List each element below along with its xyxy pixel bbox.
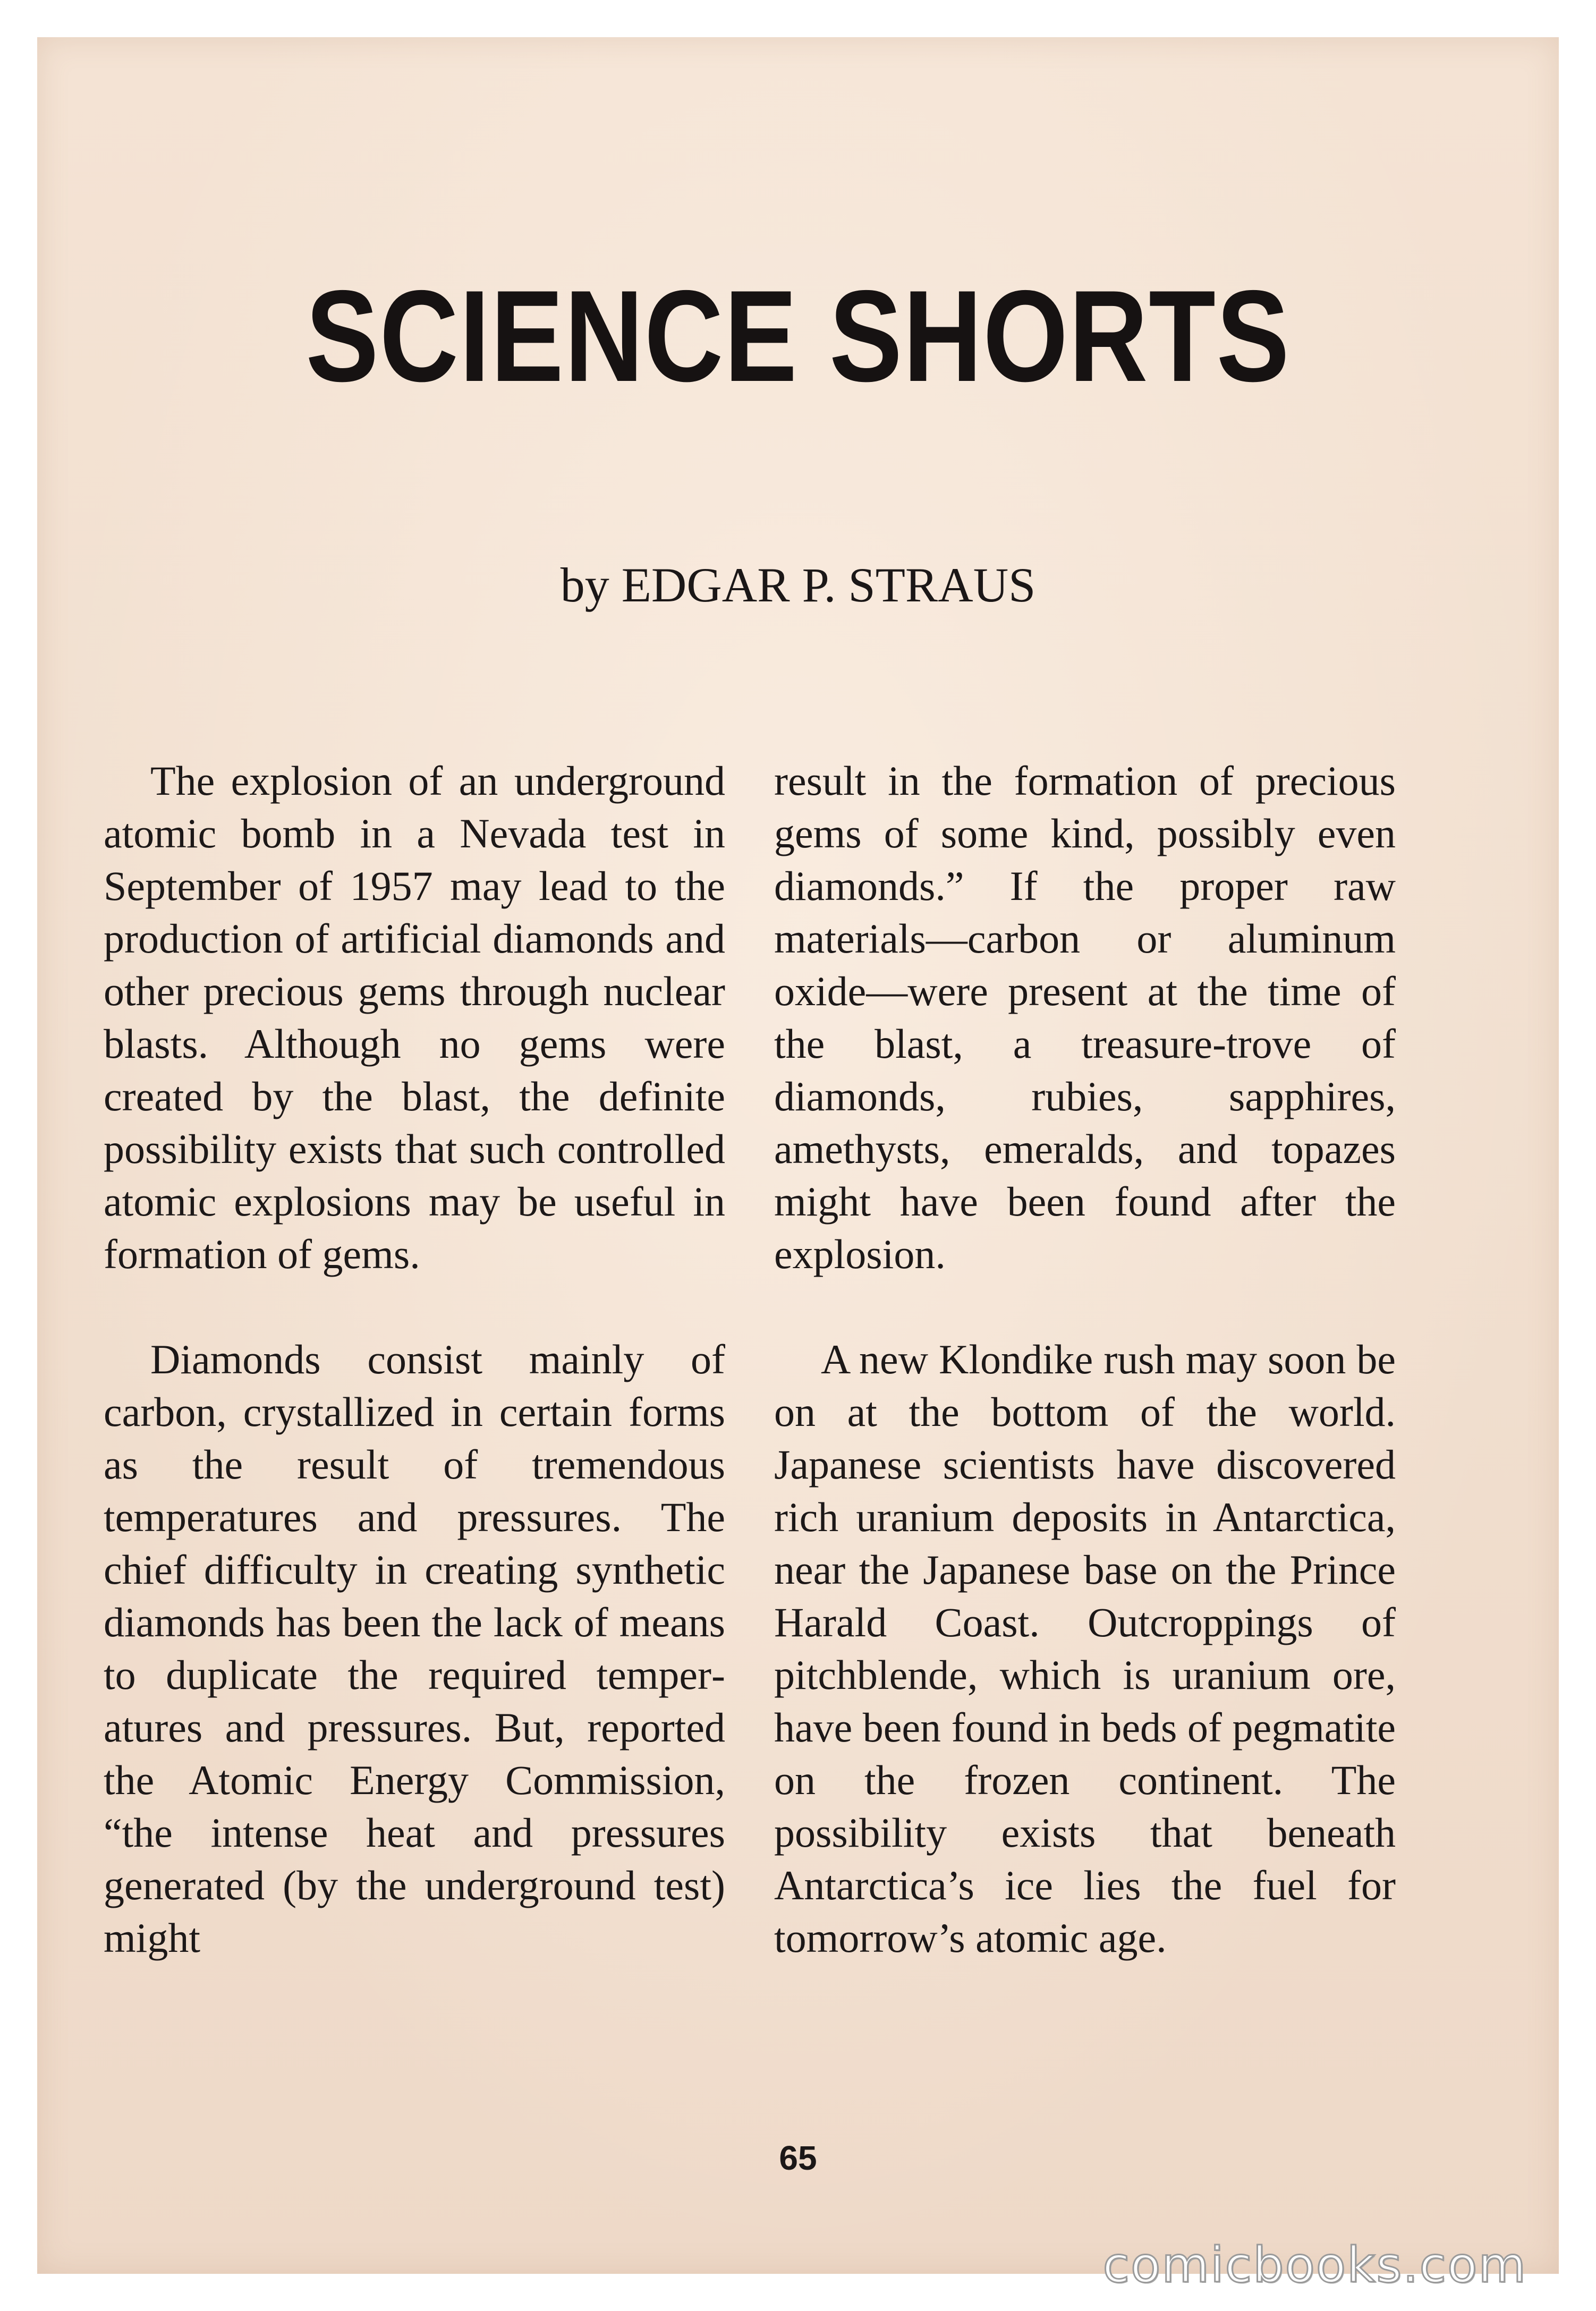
article-title: SCIENCE SHORTS — [305, 263, 1291, 409]
paragraph-diamonds-carbon: Diamonds consist mainly of carbon, crystallized in certain forms as the result of tremendous temperatures and pressures. The chief difficulty in creating synthetic diamonds has been the lack of means to duplicate the required temperatures and pressures. But, reported the Atomic Energy Commission, “the intense heat and pressures generated (by the underground test) might — [104, 1336, 725, 1961]
right-column — [774, 754, 1396, 2017]
paragraph-continuation: result in the formation of precious gems of some kind, possibly even diamonds.” If the proper raw materials—carbon or aluminum oxide—were present at the time of the blast, a treasure-trove of diamonds, rubies, sapphires, amethysts, emeralds, and topazes might have been found after the explosion. — [774, 758, 1396, 1277]
paragraph-klondike-antarctica: A new Klondike rush may soon be on at the bottom of the world. Japanese scientists have discovered rich uranium deposits in Antarctica, near the Japanese base on the Prince Harald Coast. Outcroppings of pitchblende, which is uranium ore, have been found in beds of pegmatite on the frozen continent. The possibility exists that beneath Antarctica’s ice lies the fuel for tomorrow’s atomic age. — [774, 1336, 1396, 1961]
paragraph-nevada-test: The explosion of an underground atomic bomb in a Nevada test in September of 1957 may lead to the production of artificial diamonds and other precious gems through nuclear blasts. Although no gems were created by the blast, the definite possibility exists that such controlled atomic explosions may be useful in formation of gems. — [104, 758, 725, 1277]
article-byline: by EDGAR P. STRAUS — [560, 558, 1036, 612]
watermark-logo: comicbooks.com — [1102, 2237, 1527, 2293]
magazine-page — [37, 37, 1559, 2274]
left-column — [104, 754, 725, 2017]
page-number: 65 — [779, 2139, 817, 2177]
